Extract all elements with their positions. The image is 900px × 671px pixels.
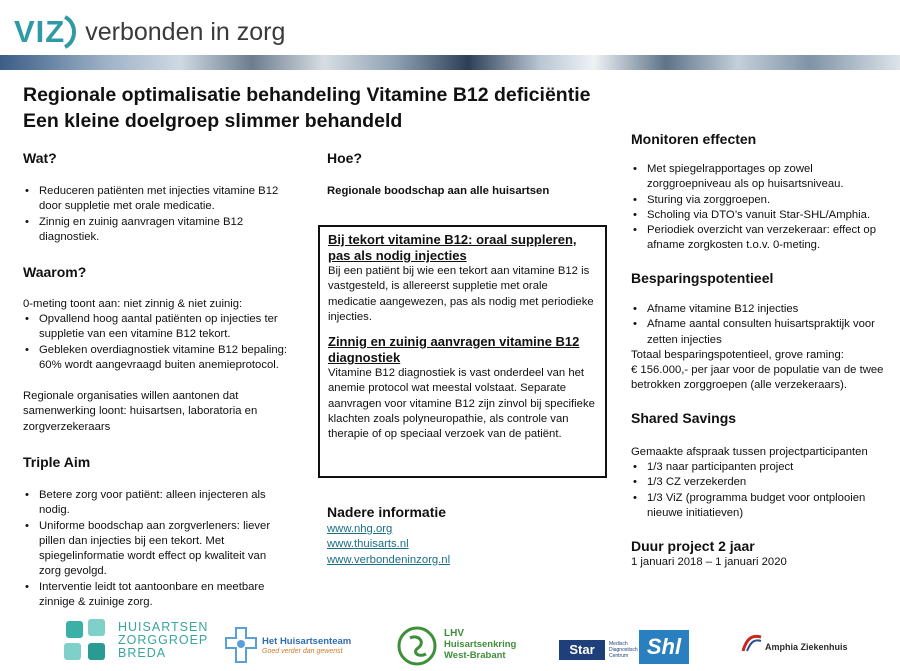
poster-subtitle: Een kleine doelgroep slimmer behandeld — [23, 110, 403, 132]
list-item: • 1/3 CZ verzekerden — [631, 475, 871, 490]
triple-aim-list — [23, 488, 288, 610]
viz-logo-text: verbonden in zorg — [85, 17, 286, 46]
link-nhg[interactable]: www.nhg.org — [327, 523, 393, 535]
header-banner-image — [0, 55, 900, 70]
monitoren-list — [631, 162, 893, 254]
shl-text: Shl — [639, 630, 689, 664]
message-box — [318, 225, 607, 478]
shared-savings-intro: Gemaakte afspraak tussen projectparticipanten — [631, 446, 868, 458]
link-list — [327, 522, 450, 568]
monitoren-heading: Monitoren effecten — [631, 131, 757, 147]
waarom-list — [23, 312, 309, 373]
viz-logo[interactable] — [14, 14, 285, 50]
waarom-closing: Regionale organisaties willen aantonen dat samenwerking loont: huisartsen, laboratoria en zorgverzekeraars — [23, 390, 258, 433]
logo-star-shl[interactable] — [559, 630, 694, 668]
list-item: • Uniforme boodschap aan zorgverleners: liever pillen dan injecties bij een tekort. Met spiegelinformatie wordt effect op kwaliteit van zorg gevolgd. — [23, 519, 288, 580]
lhv-text-1: LHV — [444, 628, 464, 639]
list-item: • Zinnig en zuinig aanvragen vitamine B12 diagnostiek. — [23, 215, 303, 246]
logo-amphia-ziekenhuis[interactable] — [741, 633, 871, 655]
box-title-2: Zinnig en zuinig aanvragen vitamine B12 diagnostiek — [328, 334, 580, 366]
list-item: • Reduceren patiënten met injecties vitamine B12 door suppletie met orale medicatie. — [23, 184, 303, 215]
hoe-heading: Hoe? — [327, 150, 362, 166]
link-thuisarts[interactable]: www.thuisarts.nl — [327, 538, 409, 551]
logo-het-huisartsenteam[interactable] — [224, 626, 364, 666]
list-item: • Scholing via DTO’s vanuit Star-SHL/Amphia. — [631, 208, 893, 223]
list-item: • Betere zorg voor patiënt: alleen injecteren als nodig. — [23, 488, 288, 519]
list-item: • Afname aantal consulten huisartspraktijk voor zetten injecties — [631, 317, 893, 348]
list-item: • 1/3 naar participanten project — [631, 460, 871, 475]
star-text: Star — [559, 640, 605, 660]
besparing-heading: Besparingspotentieel — [631, 270, 774, 286]
hzb-mark-icon — [62, 617, 110, 665]
waarom-heading: Waarom? — [23, 264, 87, 280]
hht-cross-icon — [224, 626, 258, 664]
list-item: • Periodiek overzicht van verzekeraar: effect op afname zorgkosten t.o.v. 0-meting. — [631, 223, 893, 254]
besparing-total-value: € 156.000,- per jaar voor de populatie van de twee betrokken zorggroepen (alle verzekeraars). — [631, 364, 884, 392]
star-sub-1: Medisch — [609, 641, 628, 647]
besparing-total-label: Totaal besparingspotentieel, grove raming: — [631, 349, 844, 361]
logo-lhv-west-brabant[interactable] — [396, 624, 526, 668]
hht-tagline: Goed verder dan gewenst — [262, 648, 343, 655]
list-item: • Interventie leidt tot aantoonbare en meetbare zinnige & zuinige zorg. — [23, 580, 288, 611]
logo-huisartsen-zorggroep-breda[interactable] — [62, 617, 222, 665]
hzb-text-3: BREDA — [118, 646, 167, 660]
list-item: • Gebleken overdiagnostiek vitamine B12 bepaling: 60% wordt aangevraagd buiten anemieprotocol. — [23, 343, 309, 374]
poster-title: Regionale optimalisatie behandeling Vitamine B12 deficiëntie — [23, 84, 591, 106]
star-sub-2: Diagnostisch — [609, 647, 638, 653]
list-item: • Afname vitamine B12 injecties — [631, 302, 893, 317]
triple-aim-heading: Triple Aim — [23, 454, 91, 470]
viz-swoosh-icon — [63, 15, 79, 49]
wat-heading: Wat? — [23, 150, 57, 166]
list-item: • 1/3 ViZ (programma budget voor ontplooien nieuwe initiatieven) — [631, 491, 871, 522]
besparing-list — [631, 302, 893, 348]
hzb-text-2: ZORGGROEP — [118, 633, 209, 647]
lhv-text-3: West-Brabant — [444, 650, 506, 661]
list-item: • Sturing via zorggroepen. — [631, 193, 893, 208]
header — [0, 0, 900, 70]
box-title-1: Bij tekort vitamine B12: oraal suppleren, pas als nodig injecties — [328, 232, 577, 263]
duur-dates: 1 januari 2018 – 1 januari 2020 — [631, 556, 787, 568]
hht-title: Het Huisartsenteam — [262, 636, 352, 647]
viz-logo-mark: VIZ — [14, 14, 66, 49]
lhv-text-2: Huisartsenkring — [444, 639, 517, 650]
box-text-2: Vitamine B12 diagnostiek is vast onderdeel van het anemie protocol wat meestal volstaat. Separate aanvragen voor vitamine B12 zijn zinvol bij specifieke klachten zoals polyneuropathie, als controle van therapie of op speciaal verzoek van de patiënt. — [328, 367, 595, 441]
duur-heading: Duur project 2 jaar — [631, 538, 755, 554]
link-verbondeninzorg[interactable]: www.verbondeninzorg.nl — [327, 553, 451, 566]
waarom-intro: 0-meting toont aan: niet zinnig & niet zuinig: — [23, 298, 243, 310]
list-item: • Opvallend hoog aantal patiënten op injecties ter suppletie van een vitamine B12 tekort. — [23, 312, 309, 343]
wat-list — [23, 184, 303, 245]
hoe-subheading: Regionale boodschap aan alle huisartsen — [327, 185, 550, 197]
shared-savings-heading: Shared Savings — [631, 410, 737, 426]
star-sub-3: Centrum — [609, 653, 629, 659]
list-item: • Met spiegelrapportages op zowel zorggroepniveau als op huisartsniveau. — [631, 162, 893, 193]
amphia-mark-icon — [741, 633, 763, 653]
amphia-text: Amphia Ziekenhuis — [765, 642, 848, 652]
lhv-mark-icon — [396, 624, 440, 668]
nadere-informatie-heading: Nadere informatie — [327, 504, 447, 520]
shared-savings-list — [631, 460, 871, 521]
box-text-1: Bij een patiënt bij wie een tekort aan vitamine B12 is vastgesteld, is allereerst suppletie met orale medicatie aangewezen, pas als nodig met periodieke injecties. — [328, 265, 594, 323]
hzb-text-1: HUISARTSEN — [118, 620, 209, 634]
